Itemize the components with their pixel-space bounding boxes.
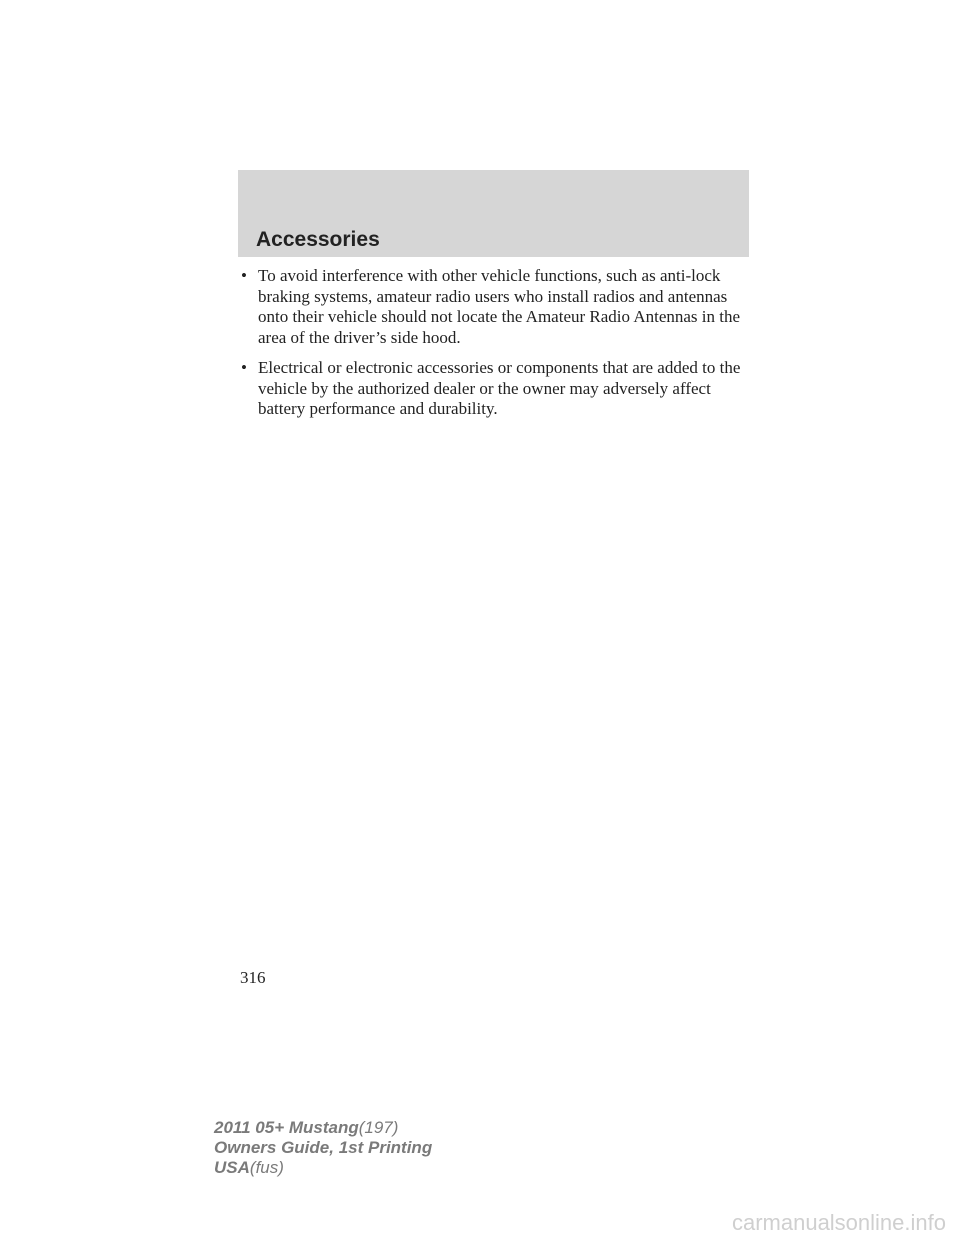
- section-title: Accessories: [256, 228, 380, 251]
- bullet-mark: •: [241, 358, 247, 377]
- site-watermark: carmanualsonline.info: [731, 1210, 946, 1235]
- footer-line-market: [214, 1158, 432, 1178]
- footer-line-model: [214, 1118, 432, 1138]
- footer-market: USA: [214, 1158, 250, 1177]
- footer-line-guide: [214, 1138, 432, 1158]
- footer-model: 2011 05+ Mustang: [214, 1118, 359, 1137]
- bullet-text: Electrical or electronic accessories or components that are added to the vehicle by the authorized dealer or the owner may adversely affect battery performance and durability.: [258, 358, 741, 418]
- bullet-item-radio-interference: [238, 266, 758, 348]
- page-number: 316: [240, 968, 266, 987]
- print-footer: [214, 1118, 432, 1178]
- bullet-item-electrical-accessories: [238, 358, 758, 420]
- section-header-bar: [238, 170, 749, 257]
- bullet-text: To avoid interference with other vehicle functions, such as anti-lock braking systems, amateur radio users who install radios and antennas onto their vehicle should not locate the Amateur Radio Antennas in the area of the driver’s side hood.: [258, 266, 741, 347]
- bullet-list: [238, 266, 758, 430]
- footer-guide-edition: Owners Guide, 1st Printing: [214, 1138, 433, 1157]
- bullet-mark: •: [241, 266, 247, 285]
- footer-model-code: (197): [358, 1118, 399, 1137]
- footer-market-code: (fus): [249, 1158, 284, 1177]
